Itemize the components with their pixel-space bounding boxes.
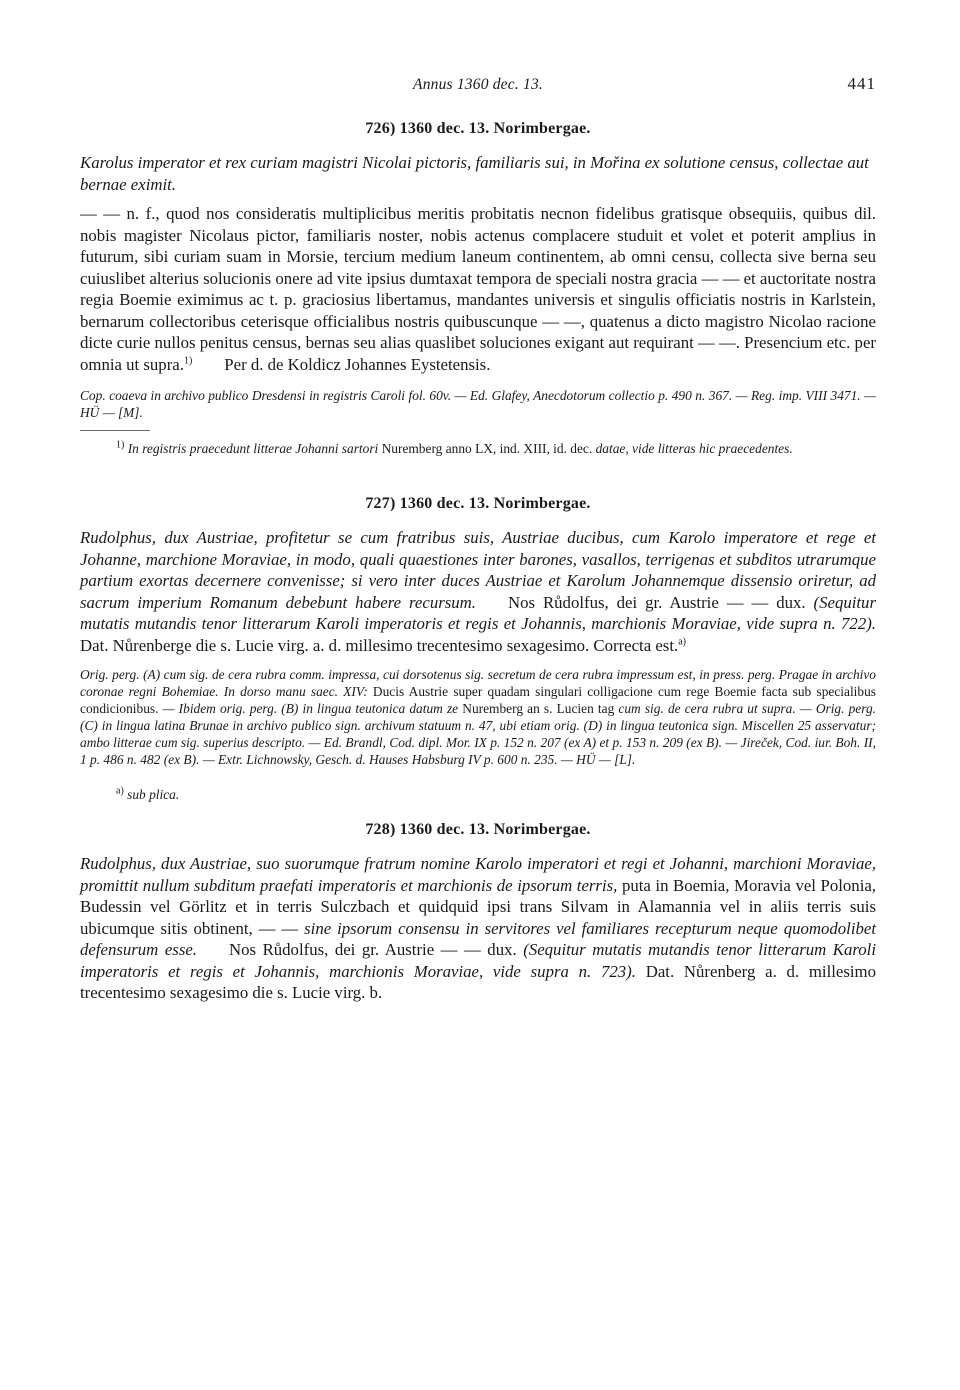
doc-726-footnote-it2: datae, vide litteras hic praecedentes. [595,441,793,456]
running-title: Annus 1360 dec. 13. [413,76,543,93]
doc-726-footnote-it: In registris praecedunt litterae Johanni sartori [127,441,379,456]
doc-728-body-sig: Nos Růdolfus, dei gr. Austrie — — dux. [229,940,517,959]
doc-728-body-it2: (Sequitur mutatis mutandis tenor litterarum Karoli imperatoris et regis et Johannis, marchionis Moraviae, vide supra n. 723). [80,940,877,981]
doc-727-note [80,786,876,803]
doc-726-footnote-ref: 1) [183,354,193,366]
doc-726-body [80,203,876,375]
doc-726-footnote-up: Nuremberg anno LX, ind. XIII, id. dec. [381,441,593,456]
doc-727-body [80,527,876,656]
doc-727-note-mark: a) [116,785,124,797]
doc-727-apparatus-up2: Nuremberg an s. Lucien tag [462,701,615,716]
doc-726-heading: 726) 1360 dec. 13. Norimbergae. [365,120,591,137]
doc-728-body [80,853,876,1004]
doc-728-regest: Rudolphus, dux Austriae, suo suorumque fratrum nomine Karolo imperatori et regi et Johanni, marchioni Moraviae, promittit nullum subditum praefati imperatoris et marchionis de ipsorum terris, [80,854,876,895]
doc-727-apparatus-2: — Ibidem orig. perg. (B) in lingua teutonica datum ze [162,701,459,716]
doc-727-apparatus-up: Ducis Austrie super quadam singulari colligacione cum rege Boemie facta sub specialibus condicionibus. [80,684,876,716]
doc-726-body-text: — — n. f., quod nos consideratis multiplicibus meritis probitatis necnon fidelibus gratisque obsequiis, quibus dil. nobis magister Nicolaus pictor, familiaris noster, nobis actenus complacere studuit et volet et poterit amplius in futurum, sibi curiam suam in Morsie, tercium medium laneum continentem, ab omni censu, collecta sive berna seu cuiuslibet alterius solucionis onere ad vite ipsius dumtaxat tempora de speciali nostra gracia — — et auctoritate nostra regia Boemie eximimus ac t. p. graciosius libertamus, mandantes universis et singulis officiatis nostris in Karlstein, bernarum collectoribus ceterisque officialibus nostris quibuscunque — —, quatenus a dicto magistro Nicolao racione dicte curie nullos penitus census, bernas seu alias quaslibet soluciones exigant aut requirant — —. Presencium etc. per omnia ut supra. [80,204,876,374]
doc-727-body-end: Dat. Nůrenberge die s. Lucie virg. a. d. millesimo trecentesimo sexagesimo. Correcta est. [80,635,679,655]
doc-728-body-up: puta in Boemia, Moravia vel Polonia, Budessin vel Görlitz et in terris Sulczbach et quidquid ipsi trans Silvam in Alamannia vel in aliis terris suis ubicumque sitis obtinent, — — [80,875,877,938]
doc-726-footnote [80,440,876,457]
doc-726-footnote-mark: 1) [116,439,125,451]
running-header [80,70,876,100]
doc-727-heading: 727) 1360 dec. 13. Norimbergae. [365,495,591,512]
doc-726-signature: Per d. de Koldicz Johannes Eystetensis. [224,354,491,374]
document-page [80,70,876,1004]
doc-727-note-ref: a) [678,635,686,647]
doc-727-apparatus-1: Orig. perg. (A) cum sig. de cera rubra comm. impressa, cui dorsotenus sig. secretum de cera rubra impressum est, in press. perg. Pragae in archivo coronae regni Bohemiae. In dorso manu saec. XIV: [80,667,876,699]
doc-727-regest: Rudolphus, dux Austriae, profitetur se cum fratribus suis, Austriae ducibus, cum Karolo imperatore et rege et Johanne, marchione Moraviae, in modo, quali quaestiones inter barones, vasallos, terrigenas et subditos utrarumque partium exortas decernere convenisse; si vero inter duces Austriae et Karolum Johannemque dissensio oriretur, ad sacrum imperium Romanum debebunt habere recursum. [80,528,876,612]
doc-728-body-end: Dat. Nůrenberg a. d. millesimo trecentesimo sexagesimo die s. Lucie virg. b. [80,961,876,1002]
doc-727-apparatus [80,666,876,768]
doc-726-source: Cop. coaeva in archivo publico Dresdensi in registris Caroli fol. 60v. — Ed. Glafey, Anecdotorum collectio p. 490 n. 367. — Reg. imp. VIII 3471. — HÜ — [M]. [80,388,876,420]
page-number: 441 [847,74,876,93]
doc-727-note-text: sub plica. [127,787,180,802]
doc-726-regest: Karolus imperator et rex curiam magistri Nicolai pictoris, familiaris sui, in Mořina ex solutione census, collectae aut bernae eximit. [80,153,869,194]
doc-728-heading: 728) 1360 dec. 13. Norimbergae. [365,821,591,838]
doc-727-apparatus-3: cum sig. de cera rubra ut supra. — Orig. perg. (C) in lingua latina Brunae in archivo publico sign. archivum statuum n. 47, ubi etiam orig. (D) in lingua teutonica sign. Miscellen 25 asservatur; ambo litterae cum sig. superius descripto. — Ed. Brandl, Cod. dipl. Mor. IX p. 152 n. 207 (ex A) et p. 153 n. 209 (ex B). — Jireček, Cod. iur. Boh. II, 1 p. 486 n. 482 (ex B). — Extr. Lichnowsky, Gesch. d. Hauses Habsburg IV p. 600 n. 235. — HÜ — [L]. [80,701,876,767]
doc-727-body-start: Nos Růdolfus, dei gr. Austrie — — dux. [507,592,806,612]
doc-728-body-it: sine ipsorum consensu in servitores vel familiares recepturum neque quomodolibet defensurum esse. [80,918,876,959]
doc-727-body-it: (Sequitur mutatis mutandis tenor litterarum Karoli imperatoris et regis et Johannis, marchionis Moraviae, vide supra n. 722). [80,592,876,633]
